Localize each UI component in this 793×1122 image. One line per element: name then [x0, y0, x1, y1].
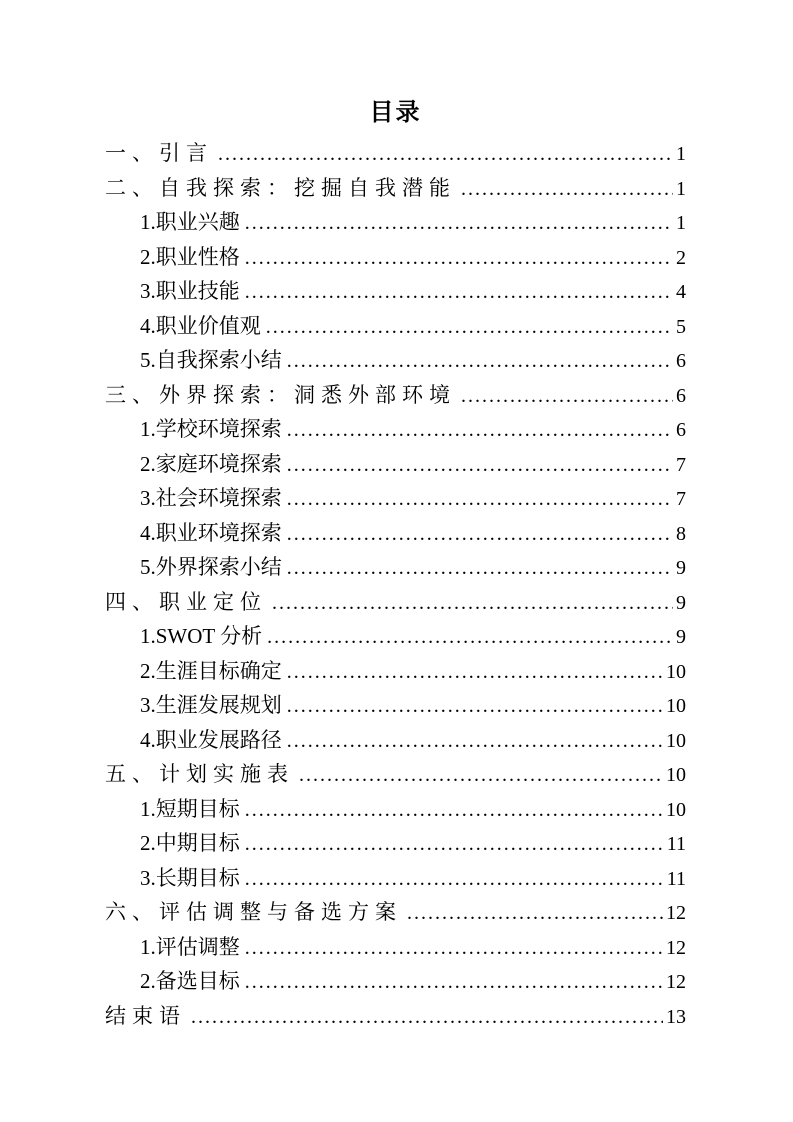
toc-list [105, 137, 686, 1034]
toc-entry[interactable] [105, 758, 686, 793]
toc-leader-dots [245, 827, 664, 862]
toc-entry-page: 6 [676, 384, 686, 407]
toc-entry-page: 11 [666, 867, 686, 890]
toc-entry-page: 12 [666, 902, 686, 924]
toc-leader-dots [287, 689, 663, 724]
toc-entry-page: 10 [666, 764, 686, 786]
toc-entry-page: 11 [666, 833, 686, 855]
toc-leader-dots [245, 206, 673, 241]
toc-entry-label: 1.短期目标 [140, 796, 240, 821]
toc-entry-label: 四、职业定位 [105, 589, 267, 614]
toc-leader-dots [287, 551, 673, 586]
toc-leader-dots [267, 620, 673, 655]
toc-entry[interactable] [105, 931, 686, 966]
toc-entry-page: 4 [676, 281, 686, 303]
toc-entry-page: 1 [676, 143, 686, 165]
toc-entry-page: 1 [676, 177, 686, 200]
toc-entry-page: 7 [676, 488, 686, 510]
toc-entry-page: 1 [676, 212, 686, 234]
toc-entry[interactable] [105, 689, 686, 724]
toc-entry-page: 10 [666, 729, 686, 752]
toc-entry-page: 12 [666, 971, 686, 993]
toc-entry[interactable] [105, 965, 686, 1000]
toc-entry-page: 6 [676, 419, 686, 441]
toc-entry-label: 4.职业价值观 [140, 313, 261, 338]
toc-entry-label: 2.生涯目标确定 [140, 658, 282, 683]
toc-entry-page: 10 [666, 798, 686, 821]
toc-entry-page: 5 [676, 315, 686, 338]
toc-leader-dots [287, 482, 673, 517]
toc-leader-dots [245, 862, 664, 897]
toc-entry-page: 6 [676, 350, 686, 372]
toc-entry-label: 1.SWOT 分析 [140, 624, 263, 648]
toc-entry-page: 8 [676, 522, 686, 545]
toc-entry-label: 2.职业性格 [140, 244, 240, 269]
toc-entry-label: 二、自我探索：挖掘自我潜能 [105, 175, 456, 200]
toc-leader-dots [407, 896, 663, 931]
toc-entry[interactable] [105, 1000, 686, 1035]
toc-entry[interactable] [105, 724, 686, 759]
toc-leader-dots [287, 448, 673, 483]
toc-leader-dots [191, 1000, 663, 1035]
toc-entry-page: 13 [666, 1005, 686, 1028]
toc-entry-page: 7 [676, 453, 686, 476]
toc-leader-dots [287, 344, 673, 379]
toc-entry[interactable] [105, 344, 686, 379]
toc-entry-label: 4.职业发展路径 [140, 727, 282, 752]
toc-entry[interactable] [105, 482, 686, 517]
toc-entry-label: 1.评估调整 [140, 934, 240, 959]
toc-leader-dots [299, 758, 663, 793]
toc-leader-dots [218, 137, 673, 172]
toc-entry-label: 六、评估调整与备选方案 [105, 900, 402, 924]
toc-entry-page: 12 [666, 936, 686, 959]
toc-entry-page: 2 [676, 246, 686, 269]
toc-entry[interactable] [105, 241, 686, 276]
toc-entry[interactable] [105, 586, 686, 621]
toc-entry[interactable] [105, 137, 686, 172]
toc-entry-label: 3.社会环境探索 [140, 486, 282, 510]
toc-entry-label: 3.生涯发展规划 [140, 693, 282, 717]
toc-entry-label: 1.职业兴趣 [140, 210, 240, 234]
toc-entry-label: 2.备选目标 [140, 969, 240, 993]
toc-leader-dots [287, 413, 673, 448]
toc-title: 目录 [369, 100, 422, 126]
toc-entry-page: 9 [676, 626, 686, 648]
toc-leader-dots [287, 724, 663, 759]
toc-entry[interactable] [105, 620, 686, 655]
toc-leader-dots [272, 586, 673, 621]
toc-entry-label: 五、计划实施表 [105, 762, 294, 786]
toc-entry[interactable] [105, 793, 686, 828]
toc-entry-page: 10 [666, 660, 686, 683]
toc-entry-label: 一、引言 [105, 141, 213, 165]
toc-entry-label: 5.自我探索小结 [140, 348, 282, 372]
toc-entry[interactable] [105, 275, 686, 310]
toc-entry[interactable] [105, 172, 686, 207]
toc-leader-dots [245, 241, 673, 276]
toc-entry-label: 5.外界探索小结 [140, 555, 282, 579]
toc-entry[interactable] [105, 448, 686, 483]
toc-entry-label: 1.学校环境探索 [140, 417, 282, 441]
toc-entry[interactable] [105, 896, 686, 931]
toc-entry[interactable] [105, 551, 686, 586]
toc-leader-dots [245, 965, 663, 1000]
toc-entry-label: 3.职业技能 [140, 279, 240, 303]
toc-entry-label: 4.职业环境探索 [140, 520, 282, 545]
toc-entry-label: 三、外界探索：洞悉外部环境 [105, 382, 456, 407]
toc-entry[interactable] [105, 413, 686, 448]
toc-leader-dots [245, 931, 663, 966]
toc-leader-dots [266, 310, 673, 345]
toc-entry-page: 10 [666, 695, 686, 717]
toc-entry[interactable] [105, 379, 686, 414]
toc-leader-dots [245, 275, 673, 310]
toc-entry-label: 结束语 [105, 1003, 186, 1028]
toc-entry[interactable] [105, 206, 686, 241]
toc-leader-dots [461, 172, 673, 207]
toc-entry-label: 3.长期目标 [140, 865, 240, 890]
toc-entry-page: 9 [676, 557, 686, 579]
toc-leader-dots [287, 517, 673, 552]
toc-entry[interactable] [105, 517, 686, 552]
toc-entry-label: 2.家庭环境探索 [140, 451, 282, 476]
toc-entry[interactable] [105, 310, 686, 345]
toc-leader-dots [461, 379, 673, 414]
toc-entry[interactable] [105, 862, 686, 897]
toc-leader-dots [245, 793, 663, 828]
toc-entry[interactable] [105, 655, 686, 690]
toc-entry-label: 2.中期目标 [140, 831, 240, 855]
toc-entry[interactable] [105, 827, 686, 862]
toc-leader-dots [287, 655, 663, 690]
toc-entry-page: 9 [676, 591, 686, 614]
